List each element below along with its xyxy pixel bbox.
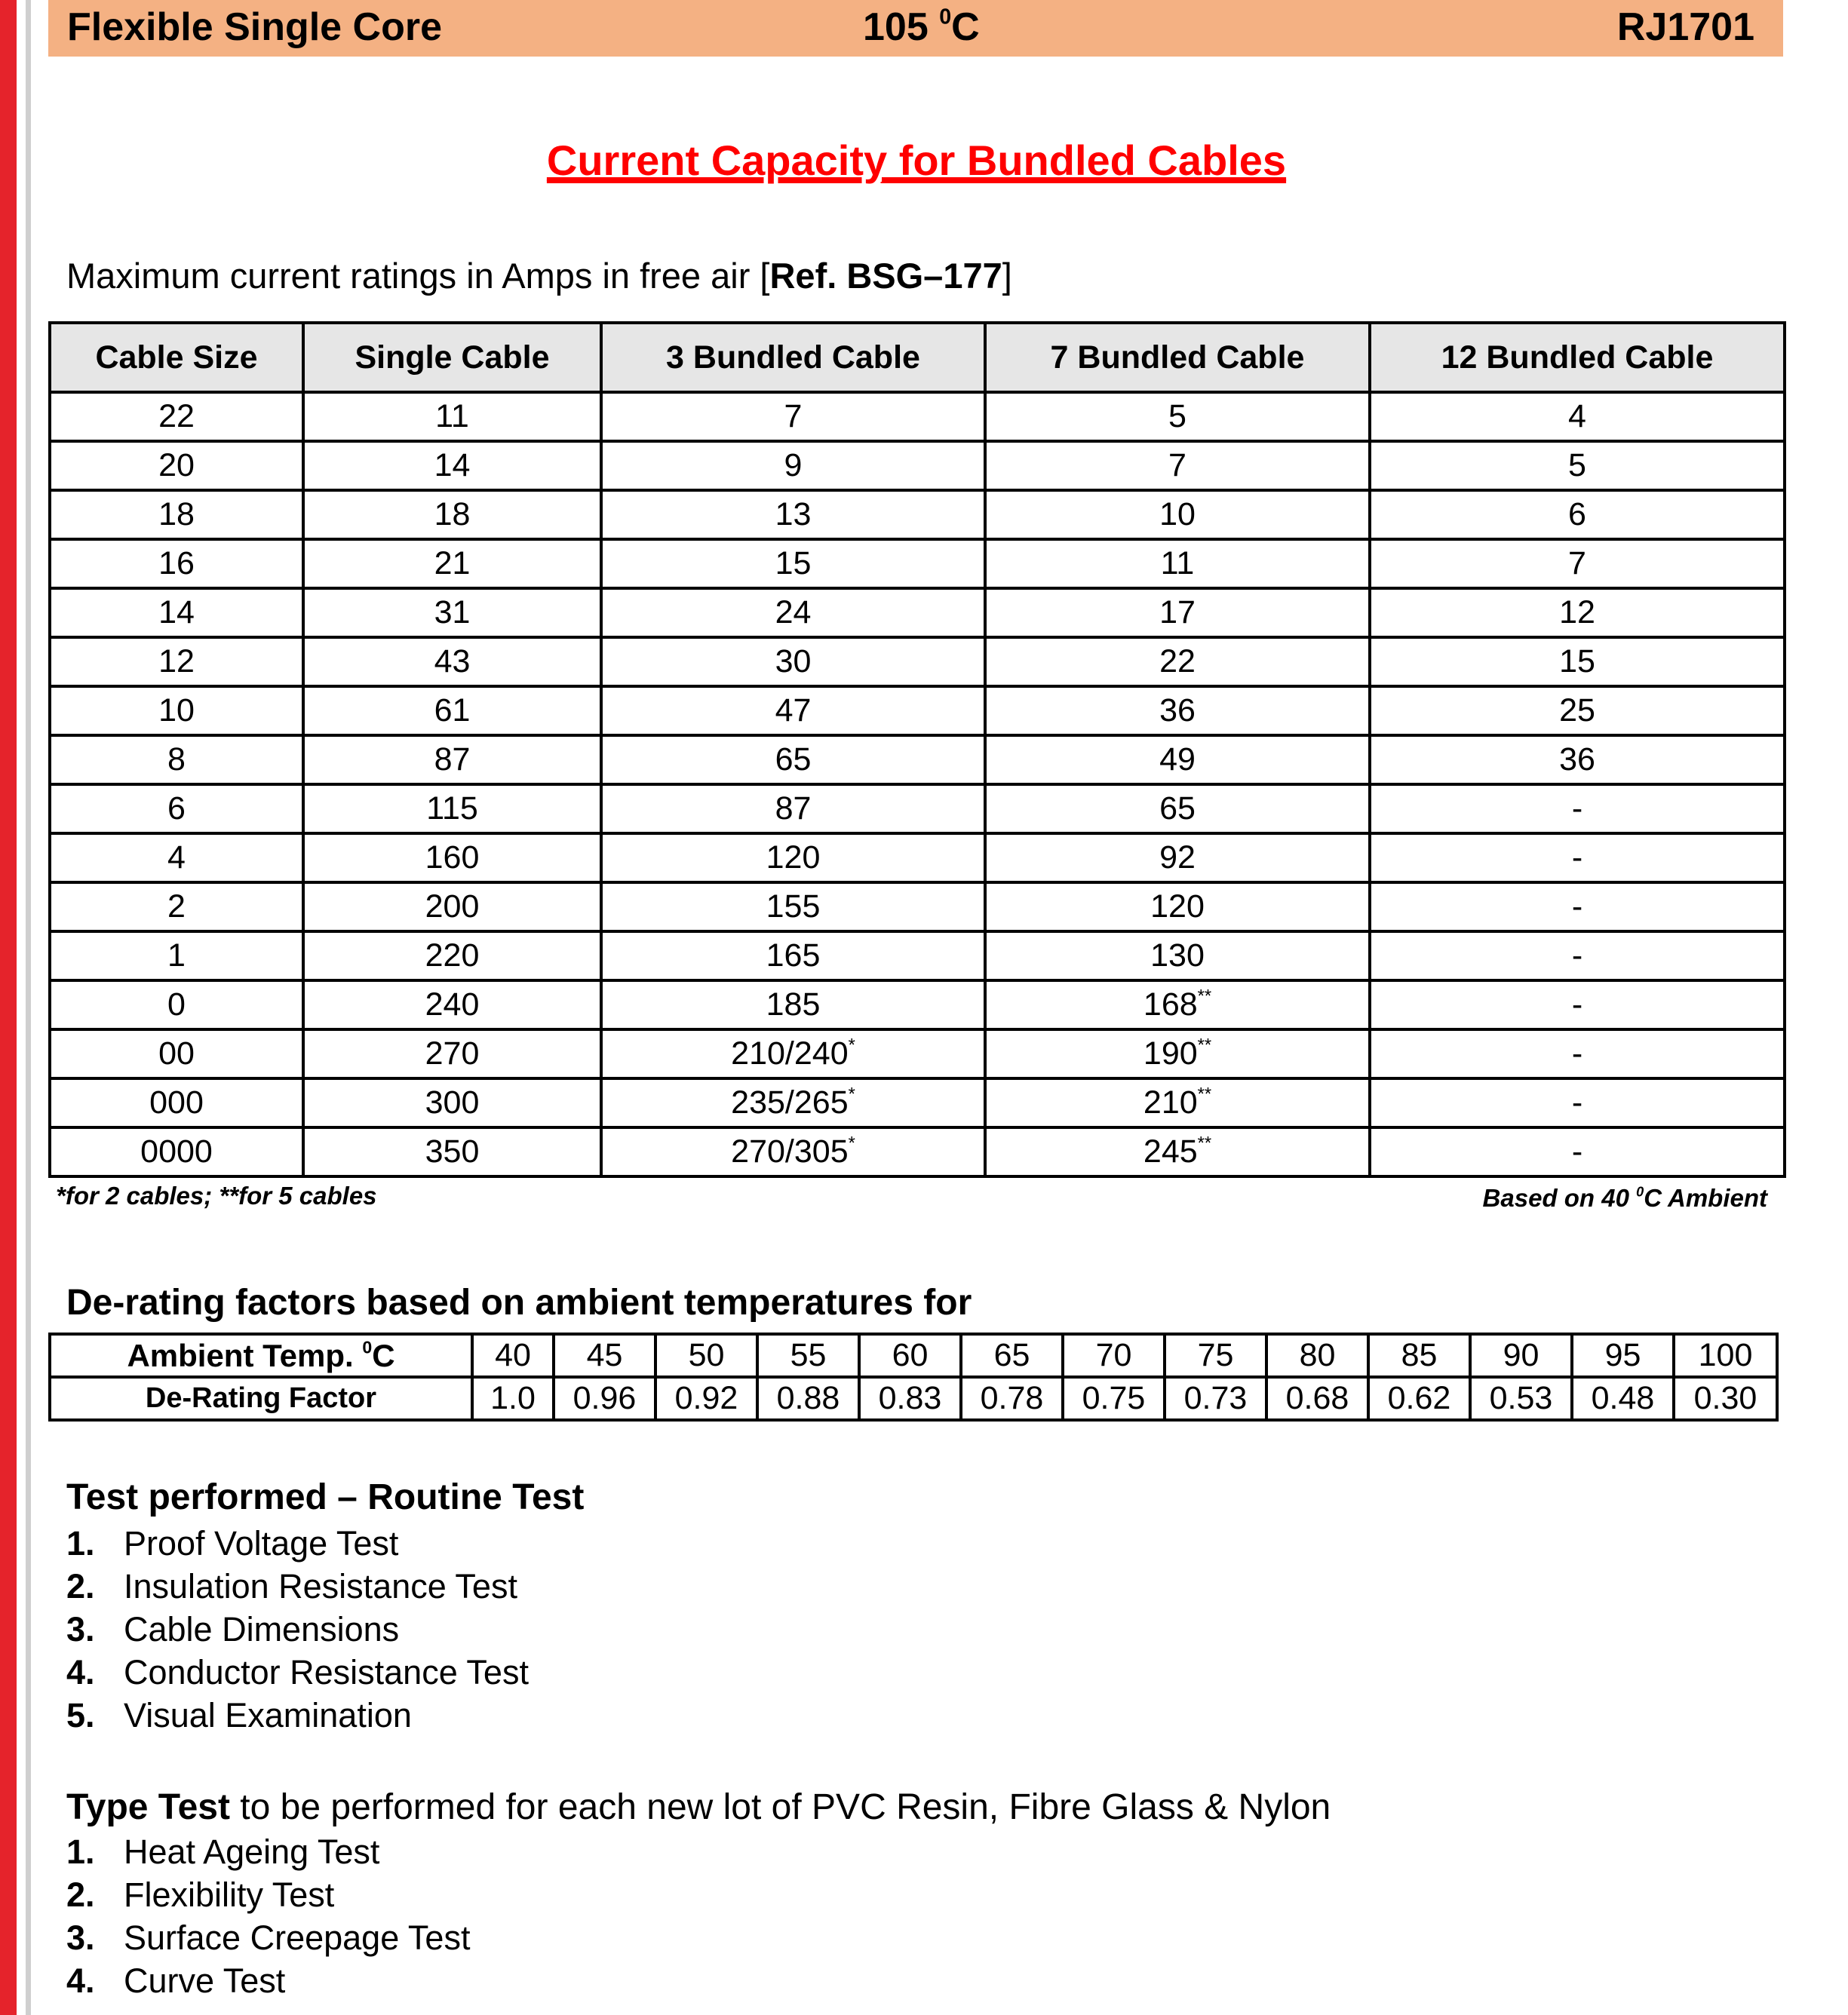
- cell-footnote-mark: **: [1197, 1133, 1212, 1154]
- table-cell: [303, 784, 601, 833]
- cell-value: 168: [1143, 986, 1198, 1023]
- table-cell: [303, 882, 601, 931]
- header-code: RJ1701: [1616, 5, 1754, 49]
- table-cell: [50, 980, 303, 1029]
- table-cell: [985, 1078, 1370, 1127]
- cell-value: 65: [775, 741, 812, 777]
- table-cell: [985, 1127, 1370, 1176]
- list-number: 2.: [66, 1567, 95, 1606]
- factor-cell: 0.92: [655, 1377, 757, 1420]
- list-item: [66, 1916, 470, 1959]
- temp-cell: 60: [859, 1334, 961, 1377]
- cell-value: 120: [766, 839, 821, 876]
- cell-value: 87: [775, 790, 812, 827]
- temp-cell: 95: [1572, 1334, 1674, 1377]
- cell-value: 15: [775, 545, 812, 581]
- table-row: [50, 441, 1785, 490]
- table-cell: [50, 637, 303, 686]
- table-cell: [50, 441, 303, 490]
- temp-cell: 55: [757, 1334, 859, 1377]
- cell-footnote-mark: *: [848, 1133, 855, 1154]
- temp-cell: 65: [961, 1334, 1063, 1377]
- derating-factor-label: De-Rating Factor: [50, 1377, 472, 1420]
- cell-value: 120: [1150, 888, 1205, 925]
- cell-value: 17: [1159, 594, 1196, 630]
- table-row: [50, 735, 1785, 784]
- cell-value: 8: [167, 741, 186, 777]
- table-cell: [303, 441, 601, 490]
- list-number: 3.: [66, 1610, 95, 1648]
- cell-footnote-mark: **: [1197, 1035, 1212, 1056]
- list-item: [66, 1830, 470, 1873]
- routine-test-list: [66, 1522, 529, 1737]
- list-number: 2.: [66, 1875, 95, 1914]
- table-cell: [985, 980, 1370, 1029]
- cell-value: 12: [158, 643, 195, 679]
- table-cell: [985, 392, 1370, 441]
- table-cell: [601, 1127, 985, 1176]
- cell-footnote-mark: **: [1197, 986, 1212, 1007]
- cell-value: 1: [167, 937, 186, 974]
- cell-value: 270: [425, 1035, 480, 1072]
- temp-cell: 50: [655, 1334, 757, 1377]
- intro-text: Maximum current ratings in Amps in free air [: [66, 256, 770, 296]
- column-header: 7 Bundled Cable: [985, 323, 1370, 392]
- list-number: 4.: [66, 1653, 95, 1691]
- table-cell: [50, 735, 303, 784]
- table-cell: [303, 735, 601, 784]
- column-header: 3 Bundled Cable: [601, 323, 985, 392]
- list-text: Flexibility Test: [124, 1875, 335, 1914]
- list-text: Heat Ageing Test: [124, 1833, 380, 1871]
- table-cell: [50, 539, 303, 588]
- table-cell: [1370, 784, 1785, 833]
- table-cell: [985, 490, 1370, 539]
- table-cell: [1370, 588, 1785, 637]
- cell-value: 25: [1559, 692, 1595, 728]
- table-cell: [1370, 1078, 1785, 1127]
- type-test-list: [66, 1830, 470, 2002]
- cell-value: 235/265: [731, 1084, 849, 1121]
- cell-value: 61: [434, 692, 471, 728]
- table-row: [50, 637, 1785, 686]
- list-number: 3.: [66, 1918, 95, 1957]
- table-cell: [985, 637, 1370, 686]
- table-cell: [601, 931, 985, 980]
- table-row: [50, 1078, 1785, 1127]
- factor-cell: 0.73: [1165, 1377, 1266, 1420]
- cell-value: 16: [158, 545, 195, 581]
- left-red-border: [0, 0, 17, 2015]
- list-item: [66, 1873, 470, 1916]
- cell-value: 24: [775, 594, 812, 630]
- cell-value: 31: [434, 594, 471, 630]
- table-cell: [601, 539, 985, 588]
- table-cell: [303, 931, 601, 980]
- cell-value: 12: [1559, 594, 1595, 630]
- cell-value: 49: [1159, 741, 1196, 777]
- list-text: Insulation Resistance Test: [124, 1567, 517, 1606]
- cell-value: 220: [425, 937, 480, 974]
- table-cell: [1370, 637, 1785, 686]
- factor-cell: 0.88: [757, 1377, 859, 1420]
- table-row: [50, 931, 1785, 980]
- factor-cell: 0.48: [1572, 1377, 1674, 1420]
- cell-value: 36: [1159, 692, 1196, 728]
- table-cell: [985, 1029, 1370, 1078]
- list-text: Conductor Resistance Test: [124, 1653, 529, 1691]
- list-item: [66, 1565, 529, 1608]
- ambient-temp-unit: C: [372, 1337, 395, 1373]
- factor-cell: 0.78: [961, 1377, 1063, 1420]
- cell-value: 10: [1159, 496, 1196, 532]
- cell-value: 2: [167, 888, 186, 925]
- cell-value: 11: [435, 398, 469, 434]
- cell-value: 9: [784, 447, 803, 483]
- cell-value: 5: [1568, 447, 1586, 483]
- cell-value: 210: [1143, 1084, 1198, 1121]
- table-cell: [303, 637, 601, 686]
- cell-value: 18: [434, 496, 471, 532]
- table-cell: [601, 1029, 985, 1078]
- cell-value: -: [1571, 937, 1583, 974]
- cell-value: 155: [766, 888, 821, 925]
- cell-value: -: [1571, 790, 1583, 827]
- cell-value: 7: [784, 398, 803, 434]
- factor-cell: 0.62: [1368, 1377, 1470, 1420]
- table-cell: [1370, 490, 1785, 539]
- cell-value: 36: [1559, 741, 1595, 777]
- derating-title: De-rating factors based on ambient temperatures for: [66, 1283, 972, 1323]
- list-item: [66, 1608, 529, 1651]
- table-row: [50, 1127, 1785, 1176]
- ambient-temp-degree: 0: [362, 1337, 373, 1357]
- table-cell: [50, 931, 303, 980]
- temp-cell: 90: [1470, 1334, 1572, 1377]
- table-cell: [50, 490, 303, 539]
- header-bar: [48, 0, 1783, 57]
- cell-value: 22: [158, 398, 195, 434]
- cell-value: 300: [425, 1084, 480, 1121]
- table-cell: [50, 1078, 303, 1127]
- factor-cell: 0.30: [1674, 1377, 1777, 1420]
- table-cell: [601, 588, 985, 637]
- table-row: [50, 882, 1785, 931]
- list-text: Curve Test: [124, 1961, 286, 2000]
- cell-value: 200: [425, 888, 480, 925]
- cell-value: -: [1571, 1084, 1583, 1121]
- header-temp-value: 105: [863, 5, 940, 49]
- table-cell: [1370, 686, 1785, 735]
- temp-cell: 100: [1674, 1334, 1777, 1377]
- cell-value: 10: [158, 692, 195, 728]
- cell-value: 185: [766, 986, 821, 1023]
- cell-value: 47: [775, 692, 812, 728]
- table-cell: [601, 686, 985, 735]
- list-number: 1.: [66, 1524, 95, 1563]
- table-cell: [601, 637, 985, 686]
- table-cell: [1370, 392, 1785, 441]
- cell-value: 000: [149, 1084, 204, 1121]
- cell-value: 5: [1168, 398, 1186, 434]
- cell-value: 4: [167, 839, 186, 876]
- list-number: 5.: [66, 1696, 95, 1734]
- list-number: 1.: [66, 1833, 95, 1871]
- table-cell: [985, 686, 1370, 735]
- factor-cell: 0.68: [1266, 1377, 1368, 1420]
- cell-value: 13: [775, 496, 812, 532]
- intro-reference: Ref. BSG–177: [769, 256, 1002, 296]
- table-cell: [1370, 735, 1785, 784]
- derating-table: [48, 1333, 1779, 1422]
- temp-cell: 80: [1266, 1334, 1368, 1377]
- cell-value: 11: [1160, 545, 1195, 581]
- table-row: [50, 490, 1785, 539]
- ambient-temp-label-text: Ambient Temp.: [127, 1337, 363, 1373]
- type-test-title-bold: Type Test: [66, 1787, 230, 1827]
- cell-value: 210/240: [731, 1035, 849, 1072]
- intro-close: ]: [1002, 256, 1012, 296]
- table-cell: [303, 1078, 601, 1127]
- cell-value: 190: [1143, 1035, 1198, 1072]
- cell-value: 43: [434, 643, 471, 679]
- list-item: [66, 1522, 529, 1565]
- table-cell: [50, 686, 303, 735]
- cell-value: 21: [434, 545, 471, 581]
- table-cell: [1370, 539, 1785, 588]
- table-row: [50, 588, 1785, 637]
- cell-value: 14: [158, 594, 195, 630]
- cell-value: 7: [1568, 545, 1586, 581]
- factor-cell: 0.96: [554, 1377, 655, 1420]
- cell-value: -: [1571, 1035, 1583, 1072]
- table-cell: [303, 1029, 601, 1078]
- type-test-title: [66, 1787, 1331, 1828]
- table-cell: [1370, 833, 1785, 882]
- temp-cell: 75: [1165, 1334, 1266, 1377]
- table-cell: [1370, 980, 1785, 1029]
- cell-value: 20: [158, 447, 195, 483]
- table-cell: [985, 588, 1370, 637]
- cell-value: 18: [158, 496, 195, 532]
- cell-value: 7: [1168, 447, 1186, 483]
- routine-title-text: Test performed – Routine Test: [66, 1477, 585, 1517]
- table-cell: [303, 1127, 601, 1176]
- cell-value: -: [1571, 888, 1583, 925]
- routine-title: [66, 1477, 584, 1518]
- cell-value: 15: [1559, 643, 1595, 679]
- page-title-text: Current Capacity for Bundled Cables: [546, 136, 1287, 184]
- table-row: [50, 1029, 1785, 1078]
- temp-cell: 85: [1368, 1334, 1470, 1377]
- table-cell: [985, 931, 1370, 980]
- cell-value: 22: [1159, 643, 1196, 679]
- table-cell: [985, 882, 1370, 931]
- table-cell: [50, 784, 303, 833]
- list-text: Cable Dimensions: [124, 1610, 400, 1648]
- table-cell: [601, 882, 985, 931]
- table-cell: [601, 441, 985, 490]
- table-cell: [50, 392, 303, 441]
- table-cell: [1370, 1029, 1785, 1078]
- table-cell: [601, 735, 985, 784]
- cell-value: 0: [167, 986, 186, 1023]
- table-cell: [50, 882, 303, 931]
- table-cell: [303, 392, 601, 441]
- capacity-header-row: [50, 323, 1785, 392]
- page-title: [0, 136, 1833, 185]
- table-row: [50, 539, 1785, 588]
- table-cell: [50, 1029, 303, 1078]
- list-item: [66, 1651, 529, 1694]
- column-header: Cable Size: [50, 323, 303, 392]
- cell-value: 4: [1568, 398, 1586, 434]
- cell-footnote-mark: **: [1197, 1084, 1212, 1105]
- list-text: Proof Voltage Test: [124, 1524, 399, 1563]
- cell-value: 245: [1143, 1133, 1198, 1170]
- ambient-temp-label: [50, 1334, 472, 1377]
- table-cell: [303, 980, 601, 1029]
- list-item: [66, 1694, 529, 1737]
- footnote-right-post: C Ambient: [1644, 1184, 1767, 1212]
- cell-value: 65: [1159, 790, 1196, 827]
- cell-value: -: [1571, 839, 1583, 876]
- table-row: [50, 833, 1785, 882]
- capacity-body: [50, 392, 1785, 1176]
- cell-value: 165: [766, 937, 821, 974]
- list-text: Visual Examination: [124, 1696, 412, 1734]
- cell-value: 270/305: [731, 1133, 849, 1170]
- table-cell: [985, 539, 1370, 588]
- table-cell: [985, 784, 1370, 833]
- table-cell: [303, 490, 601, 539]
- left-gray-border: [26, 0, 31, 2015]
- table-cell: [303, 588, 601, 637]
- cell-value: 14: [434, 447, 471, 483]
- table-cell: [601, 1078, 985, 1127]
- table-row: [50, 686, 1785, 735]
- header-temp-unit: C: [951, 5, 980, 49]
- table-cell: [601, 490, 985, 539]
- cell-value: 6: [1568, 496, 1586, 532]
- cell-value: 00: [158, 1035, 195, 1072]
- column-header: 12 Bundled Cable: [1370, 323, 1785, 392]
- table-cell: [601, 784, 985, 833]
- header-product: Flexible Single Core: [67, 5, 443, 49]
- cell-value: 30: [775, 643, 812, 679]
- intro-line: [66, 255, 1012, 296]
- footnote-right-degree: 0: [1636, 1184, 1644, 1200]
- table-cell: [1370, 882, 1785, 931]
- cell-footnote-mark: *: [848, 1035, 855, 1056]
- table-cell: [50, 588, 303, 637]
- column-header: Single Cable: [303, 323, 601, 392]
- table-cell: [601, 392, 985, 441]
- table-cell: [1370, 441, 1785, 490]
- table-cell: [601, 833, 985, 882]
- table-cell: [303, 833, 601, 882]
- cell-value: 92: [1159, 839, 1196, 876]
- cell-value: -: [1571, 1133, 1583, 1170]
- footnote-right: [1483, 1184, 1767, 1213]
- table-cell: [1370, 1127, 1785, 1176]
- table-cell: [303, 539, 601, 588]
- derating-temp-row: [50, 1334, 1777, 1377]
- list-item: [66, 1959, 470, 2002]
- cell-value: 350: [425, 1133, 480, 1170]
- capacity-table: [48, 321, 1786, 1178]
- table-cell: [50, 1127, 303, 1176]
- temp-cell: 70: [1063, 1334, 1165, 1377]
- cell-value: -: [1571, 986, 1583, 1023]
- factor-cell: 1.0: [472, 1377, 554, 1420]
- table-cell: [985, 441, 1370, 490]
- cell-value: 130: [1150, 937, 1205, 974]
- cell-value: 240: [425, 986, 480, 1023]
- footnote-right-pre: Based on 40: [1482, 1184, 1637, 1212]
- table-cell: [303, 686, 601, 735]
- header-temp-degree: 0: [939, 5, 952, 29]
- cell-value: 115: [426, 790, 478, 827]
- cell-value: 6: [167, 790, 186, 827]
- list-text: Surface Creepage Test: [124, 1918, 471, 1957]
- cell-value: 0000: [140, 1133, 213, 1170]
- table-row: [50, 392, 1785, 441]
- list-number: 4.: [66, 1961, 95, 2000]
- cell-footnote-mark: *: [848, 1084, 855, 1105]
- cell-value: 87: [434, 741, 471, 777]
- factor-cell: 0.83: [859, 1377, 961, 1420]
- table-cell: [601, 980, 985, 1029]
- type-test-title-rest: to be performed for each new lot of PVC Resin, Fibre Glass & Nylon: [229, 1787, 1331, 1827]
- table-cell: [1370, 931, 1785, 980]
- header-temperature: [863, 5, 980, 50]
- table-row: [50, 784, 1785, 833]
- cell-value: 160: [425, 839, 480, 876]
- temp-cell: 45: [554, 1334, 655, 1377]
- table-cell: [985, 735, 1370, 784]
- derating-factor-row: [50, 1377, 1777, 1420]
- table-cell: [50, 833, 303, 882]
- table-cell: [985, 833, 1370, 882]
- factor-cell: 0.53: [1470, 1377, 1572, 1420]
- temp-cell: 40: [472, 1334, 554, 1377]
- footnote-left: *for 2 cables; **for 5 cables: [56, 1182, 377, 1210]
- table-row: [50, 980, 1785, 1029]
- factor-cell: 0.75: [1063, 1377, 1165, 1420]
